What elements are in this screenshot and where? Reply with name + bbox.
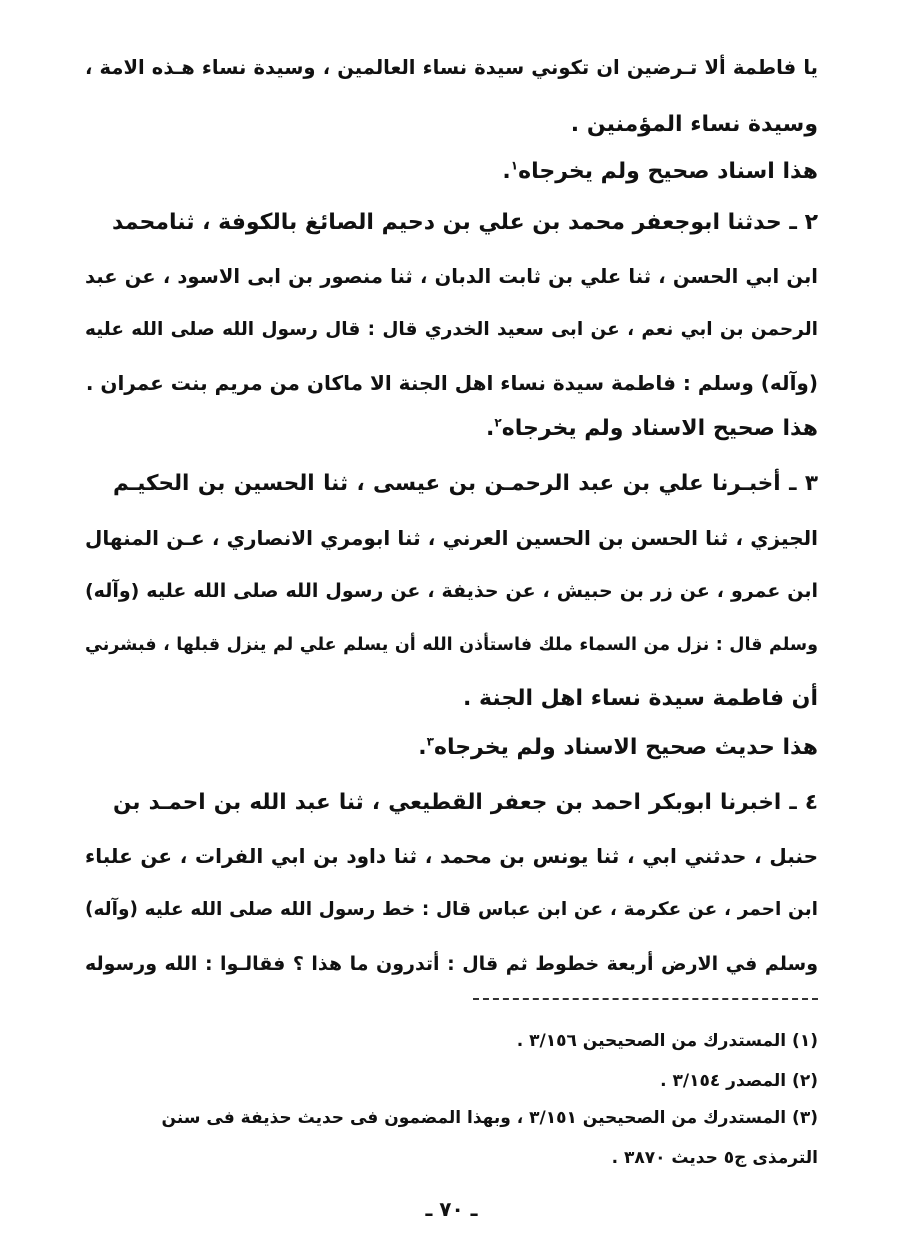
footnote-ref: ١ xyxy=(510,158,519,173)
body-line: ابن احمر ، عن عكرمة ، عن ابن عباس قال : خط رسول الله صلى الله عليه (وآله) xyxy=(85,899,818,920)
body-line: ٣ ـ أخبـرنا علي بن عبد الرحمـن بن عيسى ، ثنا الحسين بن الحكيـم xyxy=(113,471,818,496)
footnote: (٣) المستدرك من الصحيحين ٣/١٥١ ، وبهذا المضمون فى حديث حذيفة فى سنن xyxy=(161,1108,818,1128)
footnote: (٢) المصدر ٣/١٥٤ . xyxy=(660,1071,818,1091)
body-line: وسيدة نساء المؤمنين . xyxy=(570,112,818,137)
body-line: حنبل ، حدثني ابي ، ثنا يونس بن محمد ، ثنا داود بن ابي الفرات ، عن علباء xyxy=(85,844,818,868)
body-line: الرحمن بن ابي نعم ، عن ابى سعيد الخدري قال : قال رسول الله صلى الله عليه xyxy=(85,319,818,340)
body-line: ابن عمرو ، عن زر بن حبيش ، عن حذيفة ، عن رسول الله صلى الله عليه (وآله) xyxy=(85,580,818,602)
page-number: ـ ٧٠ ـ xyxy=(425,1197,478,1221)
footnote-ref: ٣ xyxy=(426,734,434,749)
body-line: هذا اسناد صحيح ولم يخرجاه$^١$. xyxy=(502,158,818,184)
footnote: (١) المستدرك من الصحيحين ٣/١٥٦ . xyxy=(516,1031,818,1051)
body-line: وسلم في الارض أربعة خطوط ثم قال : أتدرون ما هذا ؟ فقالـوا : الله ورسوله xyxy=(85,953,818,975)
body-line: وسلم قال : نزل من السماء ملك فاستأذن الله أن يسلم علي لم ينزل قبلها ، فبشرني xyxy=(85,635,818,655)
body-line: الجيزي ، ثنا الحسن بن الحسين العرني ، ثنا ابومري الانصاري ، عـن المنهال xyxy=(85,526,818,550)
body-line: ابن ابي الحسن ، ثنا علي بن ثابت الدبان ، ثنا منصور بن ابى الاسود ، عن عبد xyxy=(85,265,818,288)
body-line: هذا صحيح الاسناد ولم يخرجاه$^٢$. xyxy=(486,415,818,441)
body-line: هذا حديث صحيح الاسناد ولم يخرجاه$^٣$. xyxy=(418,734,818,760)
footnote: الترمذى ج٥ حديث ٣٨٧٠ . xyxy=(611,1148,818,1168)
body-line: أن فاطمة سيدة نساء اهل الجنة . xyxy=(463,686,818,711)
body-line: ٤ ـ اخبرنا ابوبكر احمد بن جعفر القطيعي ، ثنا عبد الله بن احمـد بن xyxy=(113,790,818,815)
body-line: (وآله) وسلم : فاطمة سيدة نساء اهل الجنة الا ماكان من مريم بنت عمران . xyxy=(85,371,818,395)
body-line: ٢ ـ حدثنا ابوجعفر محمد بن علي بن دحيم الصائغ بالكوفة ، ثنامحمد xyxy=(112,210,818,235)
footnote-separator xyxy=(473,998,818,1000)
footnote-ref: ٢ xyxy=(494,415,502,430)
body-line: يا فاطمة ألا تـرضين ان تكوني سيدة نساء العالمين ، وسيدة نساء هـذه الامة ، xyxy=(85,56,818,79)
